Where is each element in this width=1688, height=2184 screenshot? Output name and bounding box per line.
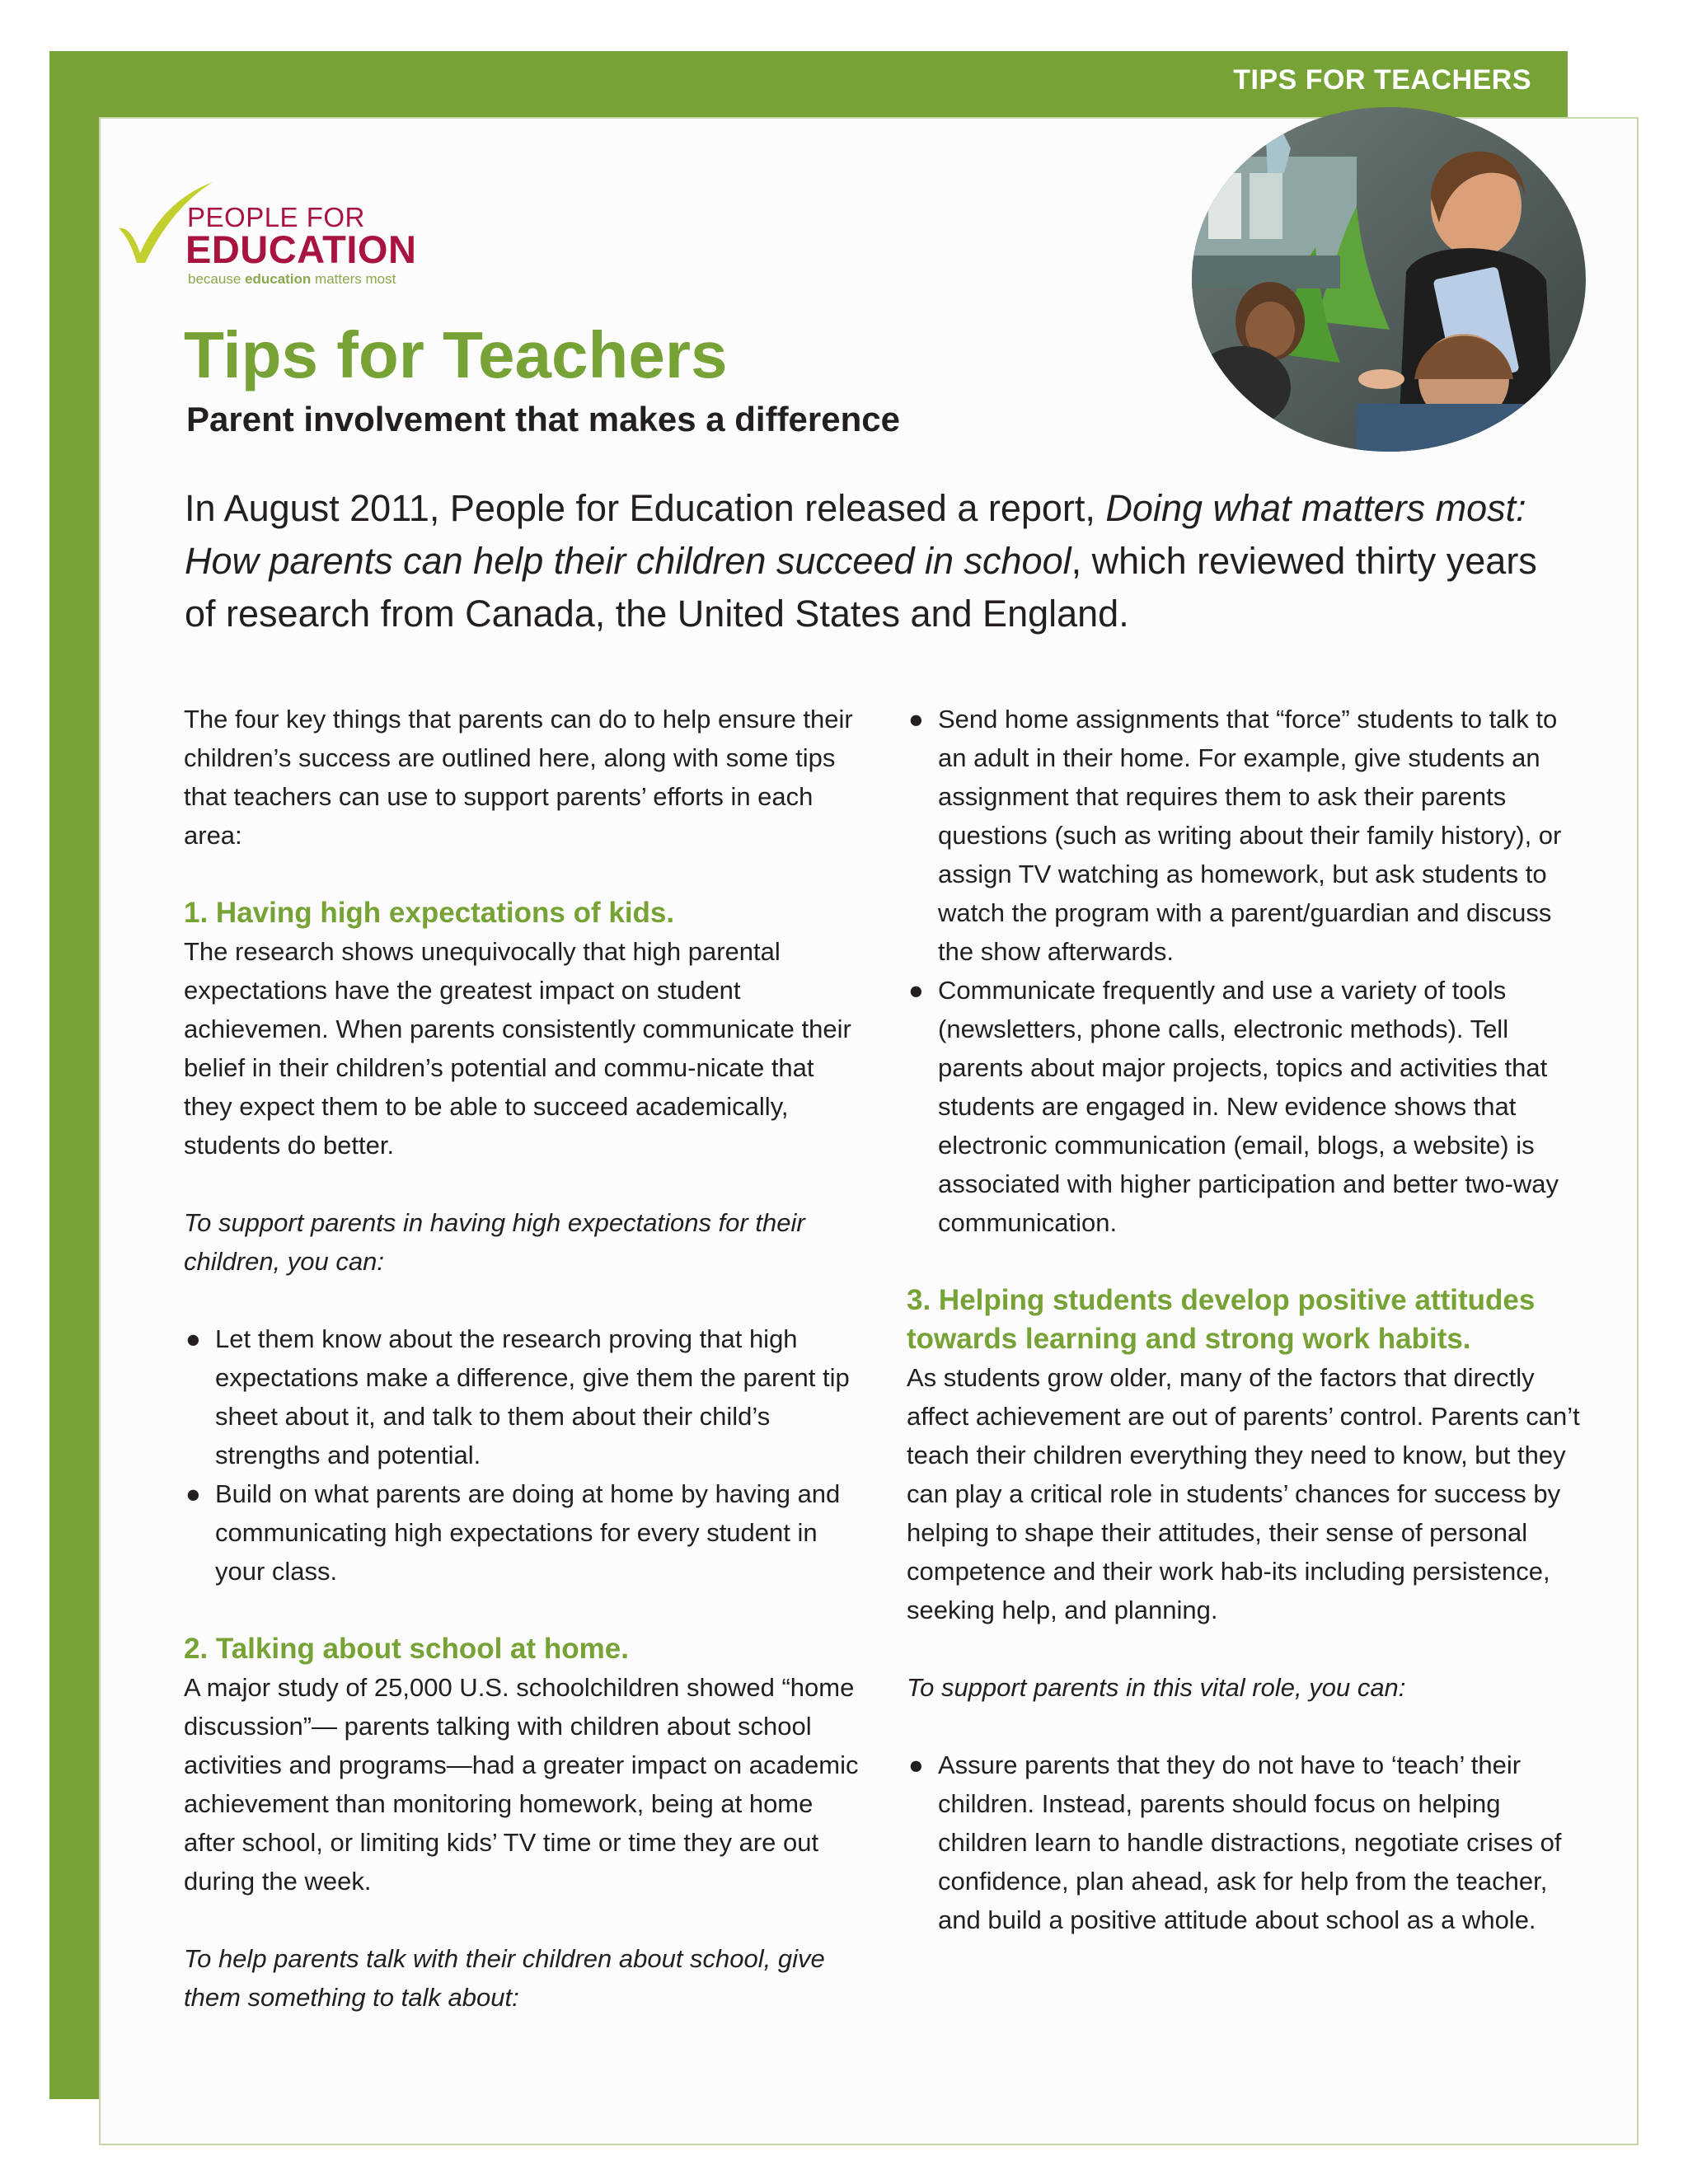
logo-line1: PEOPLE FOR — [187, 202, 365, 232]
section-1-prompt: To support parents in having high expectations for their children, you can: — [184, 1208, 805, 1276]
section-3-body: As students grow older, many of the factors that directly affect achievement are out of parents’ control. Parents can’t teach their children everything they need to know, but they can play a critical role in students’ chances for success by helping to shape their attitudes, their sense of personal competence and their work hab-its including persistence, seeking help, and planning. — [907, 1363, 1580, 1624]
section-3-bullets — [907, 1746, 1591, 1939]
teacher-photo — [1192, 107, 1586, 452]
list-item: ● Send home assignments that “force” students to talk to an adult in their home. For example, give students an assignment that requires them to ask their parents questions (such as writing about their family history), or assign TV watching as homework, but ask students to watch the program with a parent/guardian and discuss the show afterwards. — [907, 700, 1591, 971]
section-1-heading: 1. Having high expectations of kids. — [184, 897, 675, 929]
left-column — [184, 700, 860, 2017]
section-3-heading: 3. Helping students develop positive attitudes towards learning and strong work habits. — [907, 1284, 1536, 1355]
opening-paragraph: The four key things that parents can do to help ensure their children’s success are outlined here, along with some tips that teachers can use to support parents’ efforts in each area: — [184, 705, 853, 850]
bullet-icon: ● — [908, 1750, 924, 1779]
section-2-bullets — [907, 700, 1591, 1242]
header-label: TIPS FOR TEACHERS — [1233, 64, 1531, 96]
bullet-icon: ● — [908, 705, 924, 733]
bullet-icon: ● — [908, 976, 924, 1005]
section-1-body: The research shows unequivocally that high parental expectations have the greatest impact on student achievemen. When parents consistently communicate their belief in their children’s potential and commu-nicate that they expect them to be able to succeed academically, students do better. — [184, 937, 851, 1160]
bullet-icon: ● — [185, 1479, 201, 1508]
logo — [115, 177, 429, 293]
section-2-body: A major study of 25,000 U.S. schoolchildren showed “home discussion”— parents talking with children about school activities and programs—had a greater impact on academic achievement than monitoring homework, being at home after school, or limiting kids’ TV time or time they are out during the week. — [184, 1673, 859, 1896]
bullet-icon: ● — [185, 1324, 201, 1353]
page-subtitle: Parent involvement that makes a difference — [186, 400, 900, 438]
list-item: ● Communicate frequently and use a variety of tools (newsletters, phone calls, electronic methods). Tell parents about major projects, topics and activities that students are engaged in. New evidence shows that electronic communication (email, blogs, a website) is associated with higher participation and better two-way communication. — [907, 971, 1591, 1242]
section-3-prompt: To support parents in this vital role, you can: — [907, 1673, 1406, 1702]
list-item: ● Build on what parents are doing at home by having and communicating high expectations for every student in your class. — [184, 1474, 860, 1591]
list-item: ● Let them know about the research proving that high expectations make a difference, give them the parent tip sheet about it, and talk to them about their child’s strengths and potential. — [184, 1319, 860, 1474]
section-2-heading: 2. Talking about school at home. — [184, 1633, 629, 1665]
right-column — [907, 700, 1591, 1939]
logo-line2: EDUCATION — [185, 227, 417, 271]
section-2-prompt: To help parents talk with their children about school, give them something to talk about: — [184, 1944, 825, 2012]
side-band — [49, 51, 100, 2099]
list-item: ● Assure parents that they do not have to ‘teach’ their children. Instead, parents should focus on helping children learn to handle distractions, negotiate crises of confidence, plan ahead, ask for help from the teacher, and build a positive attitude about school as a whole. — [907, 1746, 1591, 1939]
page-title: Tips for Teachers — [184, 318, 728, 391]
intro-paragraph: In August 2011, People for Education released a report, Doing what matters most: How parents can help their children succeed in school, which reviewed thirty years of research from Canada, the United States and England. — [185, 487, 1537, 635]
report-title: Doing what matters most: How parents can help their children succeed in school — [185, 487, 1526, 582]
logo-tagline: because education matters most — [188, 271, 396, 287]
section-1-bullets — [184, 1319, 860, 1591]
